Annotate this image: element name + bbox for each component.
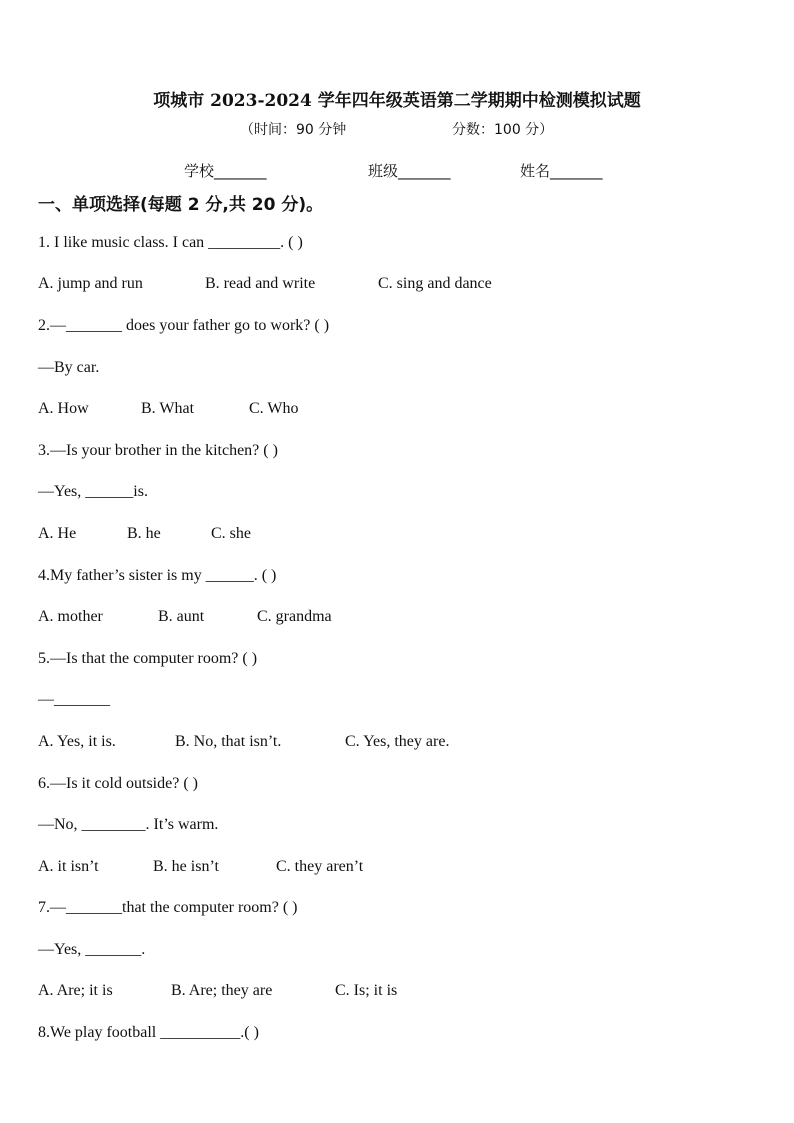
question-5-answer: —_______ (38, 691, 110, 708)
question-3-option-a: A. He (38, 525, 77, 542)
question-3-text: 3.—Is your brother in the kitchen? ( ) (38, 442, 278, 459)
question-2-answer: —By car. (38, 359, 100, 376)
question-1-text: 1. I like music class. I can _________. ( ) (38, 234, 303, 251)
question-3-option-c: C. she (211, 525, 251, 542)
question-7-option-b: B. Are; they are (171, 982, 273, 999)
question-6-option-c: C. they aren’t (276, 858, 364, 875)
question-8-text: 8.We play football __________.( ) (38, 1024, 259, 1041)
section-heading: 一、单项选择(每题 2 分,共 20 分)。 (38, 195, 324, 215)
question-7-answer: —Yes, _______. (38, 941, 146, 958)
question-2-text: 2.—_______ does your father go to work? ( ) (38, 317, 330, 334)
question-3-option-b: B. he (127, 525, 161, 542)
name-field: 姓名_______ (520, 162, 603, 180)
question-2-option-c: C. Who (249, 400, 299, 417)
school-field: 学校_______ (184, 162, 267, 180)
question-2-option-b: B. What (141, 400, 195, 417)
question-5-option-a: A. Yes, it is. (38, 733, 116, 750)
question-6-text: 6.—Is it cold outside? ( ) (38, 775, 198, 792)
question-3-answer: —Yes, ______is. (38, 483, 148, 500)
question-4-option-b: B. aunt (158, 608, 205, 625)
question-4-option-c: C. grandma (257, 608, 332, 625)
question-2-option-a: A. How (38, 400, 89, 417)
question-6-option-a: A. it isn’t (38, 858, 99, 875)
question-1-option-a: A. jump and run (38, 275, 143, 292)
question-6-answer: —No, ________. It’s warm. (38, 816, 219, 833)
question-4-text: 4.My father’s sister is my ______. ( ) (38, 567, 277, 584)
page-title: 项城市 2023-2024 学年四年级英语第二学期期中检测模拟试题 (153, 91, 641, 111)
question-7-option-c: C. Is; it is (335, 982, 398, 999)
exam-score: 分数：100 分） (452, 122, 554, 138)
question-7-option-a: A. Are; it is (38, 982, 113, 999)
class-field: 班级_______ (368, 162, 451, 180)
question-4-option-a: A. mother (38, 608, 103, 625)
question-5-option-c: C. Yes, they are. (345, 733, 450, 750)
exam-time: （时间：90 分钟 (240, 122, 347, 138)
question-1-option-c: C. sing and dance (378, 275, 492, 292)
question-7-text: 7.—_______that the computer room? ( ) (38, 899, 298, 916)
question-5-option-b: B. No, that isn’t. (175, 733, 282, 750)
question-6-option-b: B. he isn’t (153, 858, 219, 875)
question-5-text: 5.—Is that the computer room? ( ) (38, 650, 258, 667)
question-1-option-b: B. read and write (205, 275, 316, 292)
